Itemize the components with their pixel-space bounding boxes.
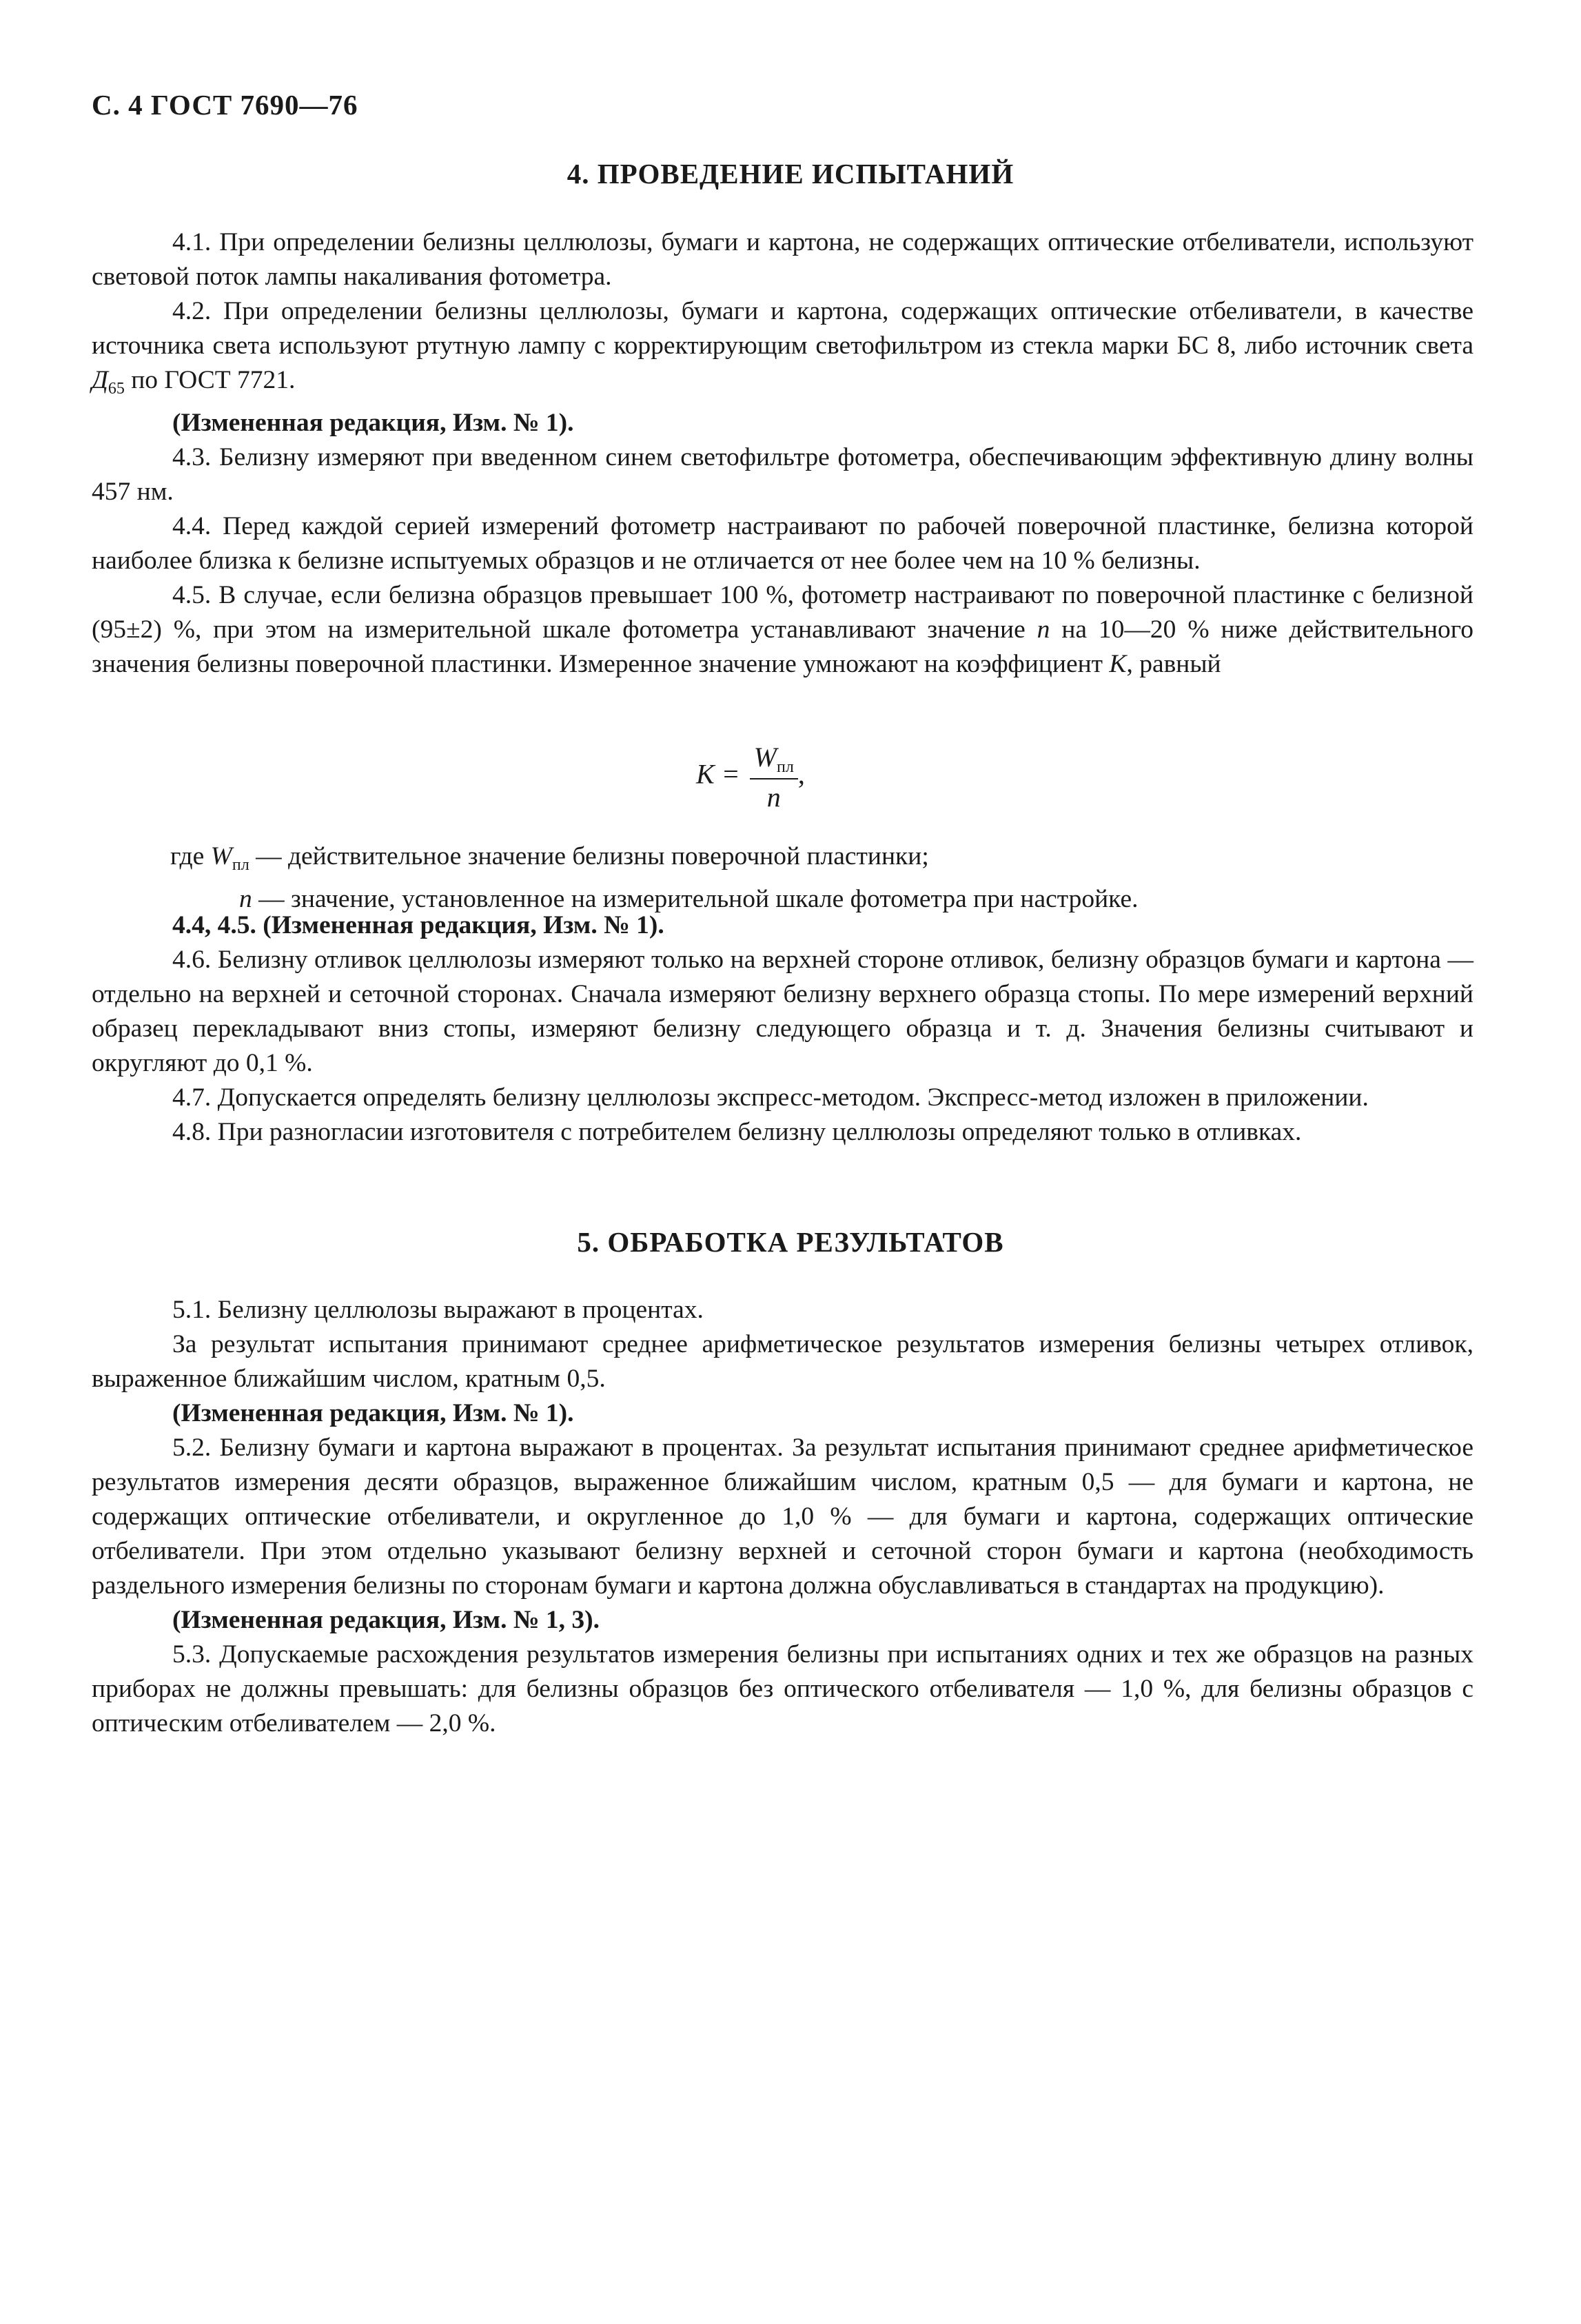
paragraph-5-3: 5.3. Допускаемые расхождения результатов измерения белизны при испытаниях одних и тех же образцов на разных приборах не должны превышать: для белизны образцов без оптического отбеливателя — 1,0 %, для белизны образцов с оптическим отбеливателем — 2,0 %.: [92, 1640, 1473, 1737]
edit-note-3: (Измененная редакция, Изм. № 1).: [172, 1399, 574, 1427]
legend-symbol-w-subscript: пл: [232, 856, 249, 874]
source-subscript: 65: [108, 380, 125, 398]
edit-note-4: (Измененная редакция, Изм. № 1, 3).: [172, 1606, 600, 1634]
section-4-heading: 4. ПРОВЕДЕНИЕ ИСПЫТАНИЙ: [567, 158, 1014, 190]
section-4-body-upper: [92, 225, 1473, 682]
paragraph-5-1: 5.1. Белизну целлюлозы выражают в процентах.: [172, 1296, 704, 1324]
legend-symbol-n: n: [239, 885, 252, 913]
paragraph-4-5-part-a: 4.5. В случае, если белизна образцов превышает 100 %, фотометр настраивают по поверочной пластинке с белизной (95±2) %, при этом на измерительной шкале фотометра устанавливают значение: [92, 581, 1473, 644]
section-5-heading: 5. ОБРАБОТКА РЕЗУЛЬТАТОВ: [577, 1226, 1004, 1258]
paragraph-4-4: 4.4. Перед каждой серией измерений фотометр настраивают по рабочей поверочной пластинке, белизна которой наиболее близка к белизне испытуемых образцов и не отличается от нее более чем на 10 % белизны.: [92, 512, 1473, 575]
section-5-body: [92, 1293, 1473, 1741]
paragraph-4-6: 4.6. Белизну отливок целлюлозы измеряют только на верхней стороне отливок, белизну образцов бумаги и картона — отдельно на верхней и сеточной сторонах. Сначала измеряют белизну верхнего образца стопы. По мере измерений верхний образец перекладывают вниз стопы, измеряют белизну следующего образца и т. д. Значения белизны считывают и округляют до 0,1 %.: [92, 946, 1473, 1077]
source-symbol: Д: [92, 366, 108, 394]
paragraph-4-5: [92, 578, 1473, 682]
paragraph-4-2: [92, 294, 1473, 406]
paragraph-4-5-part-c: , равный: [1126, 650, 1221, 678]
paragraph-4-3: 4.3. Белизну измеряют при введенном синем светофильтре фотометра, обеспечивающим эффективную длину волны 457 нм.: [92, 443, 1473, 506]
legend-text-w: — действительное значение белизны поверочной пластинки;: [256, 842, 929, 870]
formula-denominator: n: [766, 782, 781, 813]
formula-legend: [170, 839, 1473, 917]
paragraph-4-7: 4.7. Допускается определять белизну целлюлозы экспресс-методом. Экспресс-метод изложен в приложении.: [172, 1083, 1369, 1112]
paragraph-5-2: 5.2. Белизну бумаги и картона выражают в процентах. За результат испытания принимают среднее арифметическое результатов измерения десяти образцов, выраженное ближайшим числом, кратным 0,5 — для бумаги и картона, не содержащих оптические отбеливатели, и округленное до 1,0 % — для бумаги и картона, содержащих оптические отбеливатели. При этом отдельно указывают белизну верхней и сеточной сторон бумаги и картона (необходимость раздельного измерения белизны по сторонам бумаги и картона должна обуславливаться в стандартах на продукцию).: [92, 1434, 1473, 1600]
paragraph-4-1: 4.1. При определении белизны целлюлозы, бумаги и картона, не содержащих оптические отбеливатели, используют световой поток лампы накаливания фотометра.: [92, 228, 1473, 291]
formula-trailing-comma: ,: [797, 758, 805, 790]
running-header: С. 4 ГОСТ 7690—76: [92, 89, 358, 121]
paragraph-4-8: 4.8. При разногласии изготовителя с потребителем белизну целлюлозы определяют только в отливках.: [172, 1118, 1302, 1146]
legend-row-w: [170, 839, 1473, 882]
formula-numerator-subscript: пл: [777, 758, 794, 776]
legend-text-n: — значение, установленное на измерительной шкале фотометра при настройке.: [258, 885, 1139, 913]
paragraph-5-1-continued: За результат испытания принимают среднее арифметическое результатов измерения белизны четырех отливок, выраженное ближайшим числом, кратным 0,5.: [92, 1330, 1473, 1393]
paragraph-4-5-part-b: на 10—20 % ниже действительного значения белизны поверочной пластинки. Измеренное значение умножают на коэффициент: [92, 615, 1474, 678]
section-4-body-lower: [92, 908, 1473, 1150]
legend-where-label: где: [170, 842, 205, 870]
coefficient-formula: [696, 741, 805, 813]
formula-numerator: [750, 741, 798, 779]
formula-numerator-symbol: W: [753, 742, 777, 773]
edit-note-1: (Измененная редакция, Изм. № 1).: [172, 409, 574, 437]
formula-fraction: [750, 741, 798, 813]
edit-note-2: 4.4, 4.5. (Измененная редакция, Изм. № 1).: [172, 911, 664, 939]
variable-k: K: [1109, 650, 1127, 678]
formula-lhs: K =: [696, 758, 740, 790]
paragraph-4-2-tail: по ГОСТ 7721.: [131, 366, 296, 394]
variable-n: n: [1037, 615, 1050, 644]
paragraph-4-2-text: 4.2. При определении белизны целлюлозы, бумаги и картона, содержащих оптические отбеливатели, в качестве источника света используют ртутную лампу с корректирующим светофильтром из стекла марки БС 8, либо источник света: [92, 297, 1473, 360]
legend-symbol-w: W: [210, 842, 232, 870]
